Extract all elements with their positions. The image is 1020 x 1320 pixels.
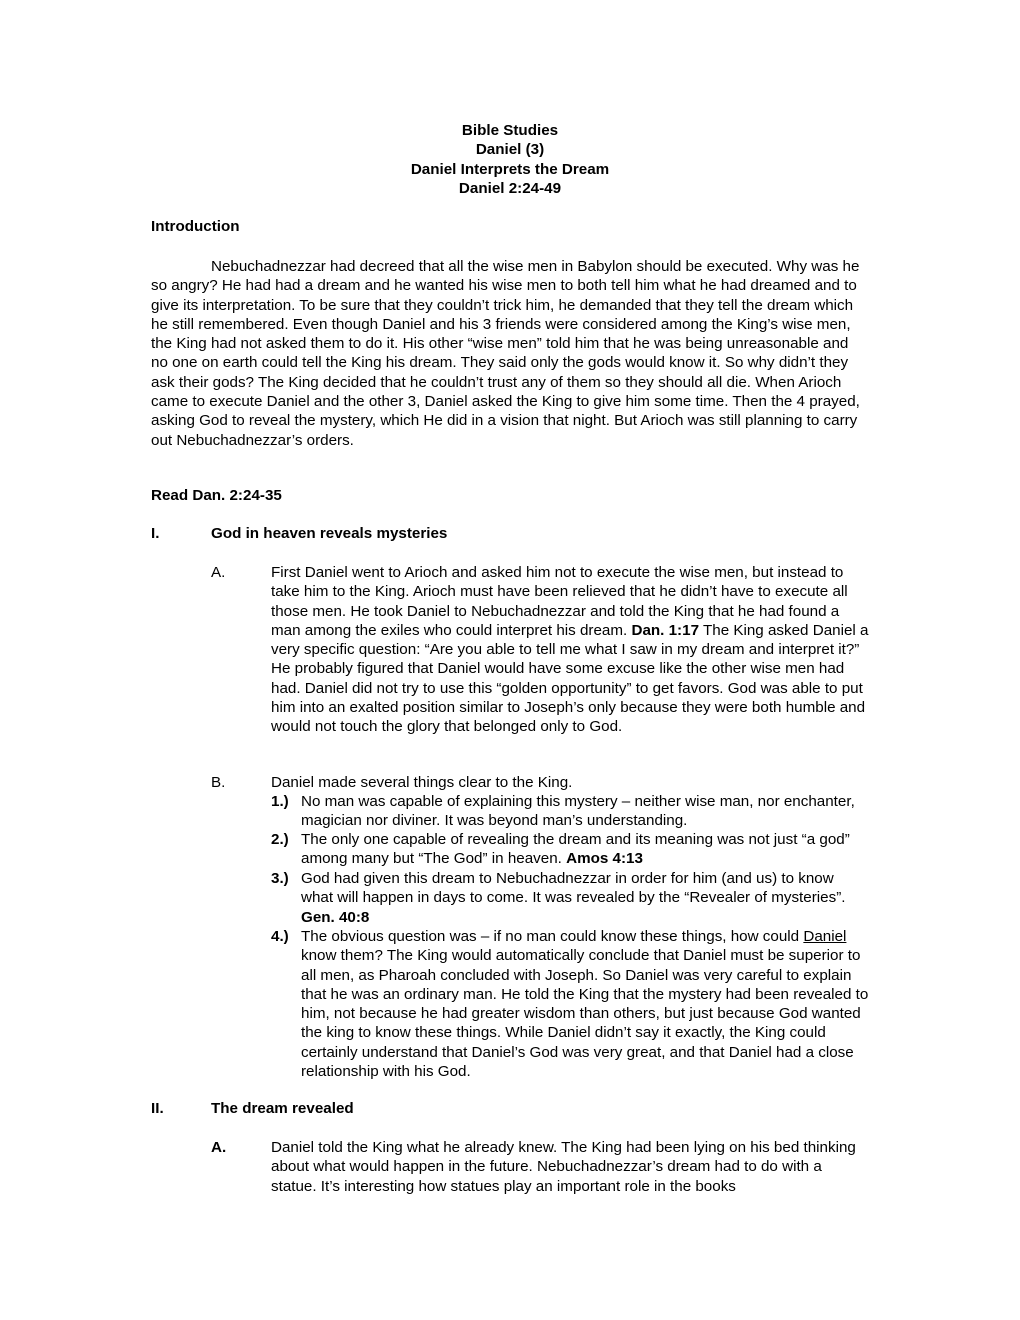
title-series: Bible Studies	[461, 122, 559, 139]
title-block	[0, 121, 1020, 198]
point-text: The only one capable of revealing the dream and its meaning was not just “a god” among many but “The God” in heaven.	[301, 831, 850, 868]
scripture-reference: Amos 4:13	[566, 850, 643, 868]
point-3	[271, 869, 869, 927]
item-letter: A.	[211, 564, 226, 581]
section-1-item-a	[211, 563, 869, 737]
item-letter: A.	[211, 1139, 227, 1156]
point-number: 2.)	[271, 831, 289, 848]
point-text: No man was capable of explaining this mystery – neither wise man, nor enchanter, magician nor diviner. It was beyond man’s understanding.	[301, 793, 855, 830]
item-body: Daniel told the King what he already knew. The King had been lying on his bed thinking about what would happen in the future. Nebuchadnezzar’s dream had to do with a statue. It’s interesting how statues play an important role in the books	[271, 1139, 856, 1195]
item-letter: B.	[211, 774, 226, 791]
point-text: know them? The King would automatically conclude that Daniel must be superior to all men, as Pharoah concluded with Joseph. So Daniel was very careful to explain that he was an ordinary man. He told the King that the mystery had been revealed to him, not because he had greater wisdom than others, but just because God wanted the king to know these things. While Daniel didn’t say it exactly, the King could certainly understand that Daniel’s God was very great, and that Daniel had a close relationship with his God.	[301, 947, 869, 1081]
item-body	[271, 563, 869, 737]
scripture-reference: Gen. 40:8	[301, 908, 370, 926]
title-lesson: Daniel Interprets the Dream	[410, 160, 610, 178]
point-1	[271, 792, 869, 831]
section-2-title: The dream revealed	[211, 1100, 354, 1117]
point-body	[301, 869, 869, 927]
point-body	[301, 927, 869, 1081]
section-2-item-a	[211, 1138, 869, 1196]
item-text: The King asked Daniel a very specific question: “Are you able to tell me what I saw in my dream and interpret it?” He probably figured that Daniel would have some excuse like the other wise men had had. Daniel did not try to use this “golden opportunity” to get favors. God was able to put him into an exalted position similar to Joseph’s only because they were both humble and would not touch the glory that belonged only to God.	[271, 621, 869, 736]
introduction-paragraph: Nebuchadnezzar had decreed that all the wise men in Babylon should be executed. Why was he so angry? He had had a dream and he wanted his wise men to both tell him what he had dreamed and to give its interpretation. To be sure that they couldn’t trick him, he demanded that they tell the dream which he still remembered. Even though Daniel and his 3 friends were considered among the King’s wise men, the King had not asked them to do it. His other “wise men” told him that he was being unreasonable and no one on earth could tell the King his dream. They said only the gods would know it. So why didn’t they ask their gods? The King decided that he couldn’t trust any of them so they should all die. When Arioch came to execute Daniel and the other 3, Daniel asked the King to give him some time. Then the 4 prayed, asking God to reveal the mystery, which He did in a vision that night. But Arioch was still planning to carry out Nebuchadnezzar’s orders.	[151, 258, 860, 449]
title-passage: Daniel 2:24-49	[458, 179, 562, 197]
scripture-reference: Dan. 1:17	[631, 621, 700, 639]
point-text: The obvious question was – if no man could know these things, how could	[301, 928, 800, 945]
point-text: God had given this dream to Nebuchadnezzar in order for him (and us) to know what will happen in days to come. It was revealed by the “Revealer of mysteries”.	[301, 870, 846, 907]
section-1-item-b	[211, 773, 869, 792]
point-4	[271, 927, 869, 1081]
introduction-heading: Introduction	[151, 218, 240, 235]
point-2	[271, 830, 869, 869]
section-2-number: II.	[151, 1100, 164, 1117]
item-body: Daniel made several things clear to the King.	[271, 774, 573, 791]
point-body	[301, 830, 869, 869]
point-number: 4.)	[271, 928, 289, 945]
underlined-word: Daniel	[803, 928, 847, 945]
section-1-title: God in heaven reveals mysteries	[211, 525, 448, 542]
point-number: 1.)	[271, 793, 289, 810]
title-book: Daniel (3)	[475, 141, 545, 159]
point-number: 3.)	[271, 870, 289, 887]
section-1-number: I.	[151, 525, 160, 542]
item-text: First Daniel went to Arioch and asked him not to execute the wise men, but instead to take him to the King. Arioch must have been relieved that he didn’t have to execute all those men. He took Daniel to Nebuchadnezzar and told the King that he had found a man among the exiles who could interpret his dream.	[271, 564, 848, 639]
reading-reference: Read Dan. 2:24-35	[151, 487, 282, 504]
